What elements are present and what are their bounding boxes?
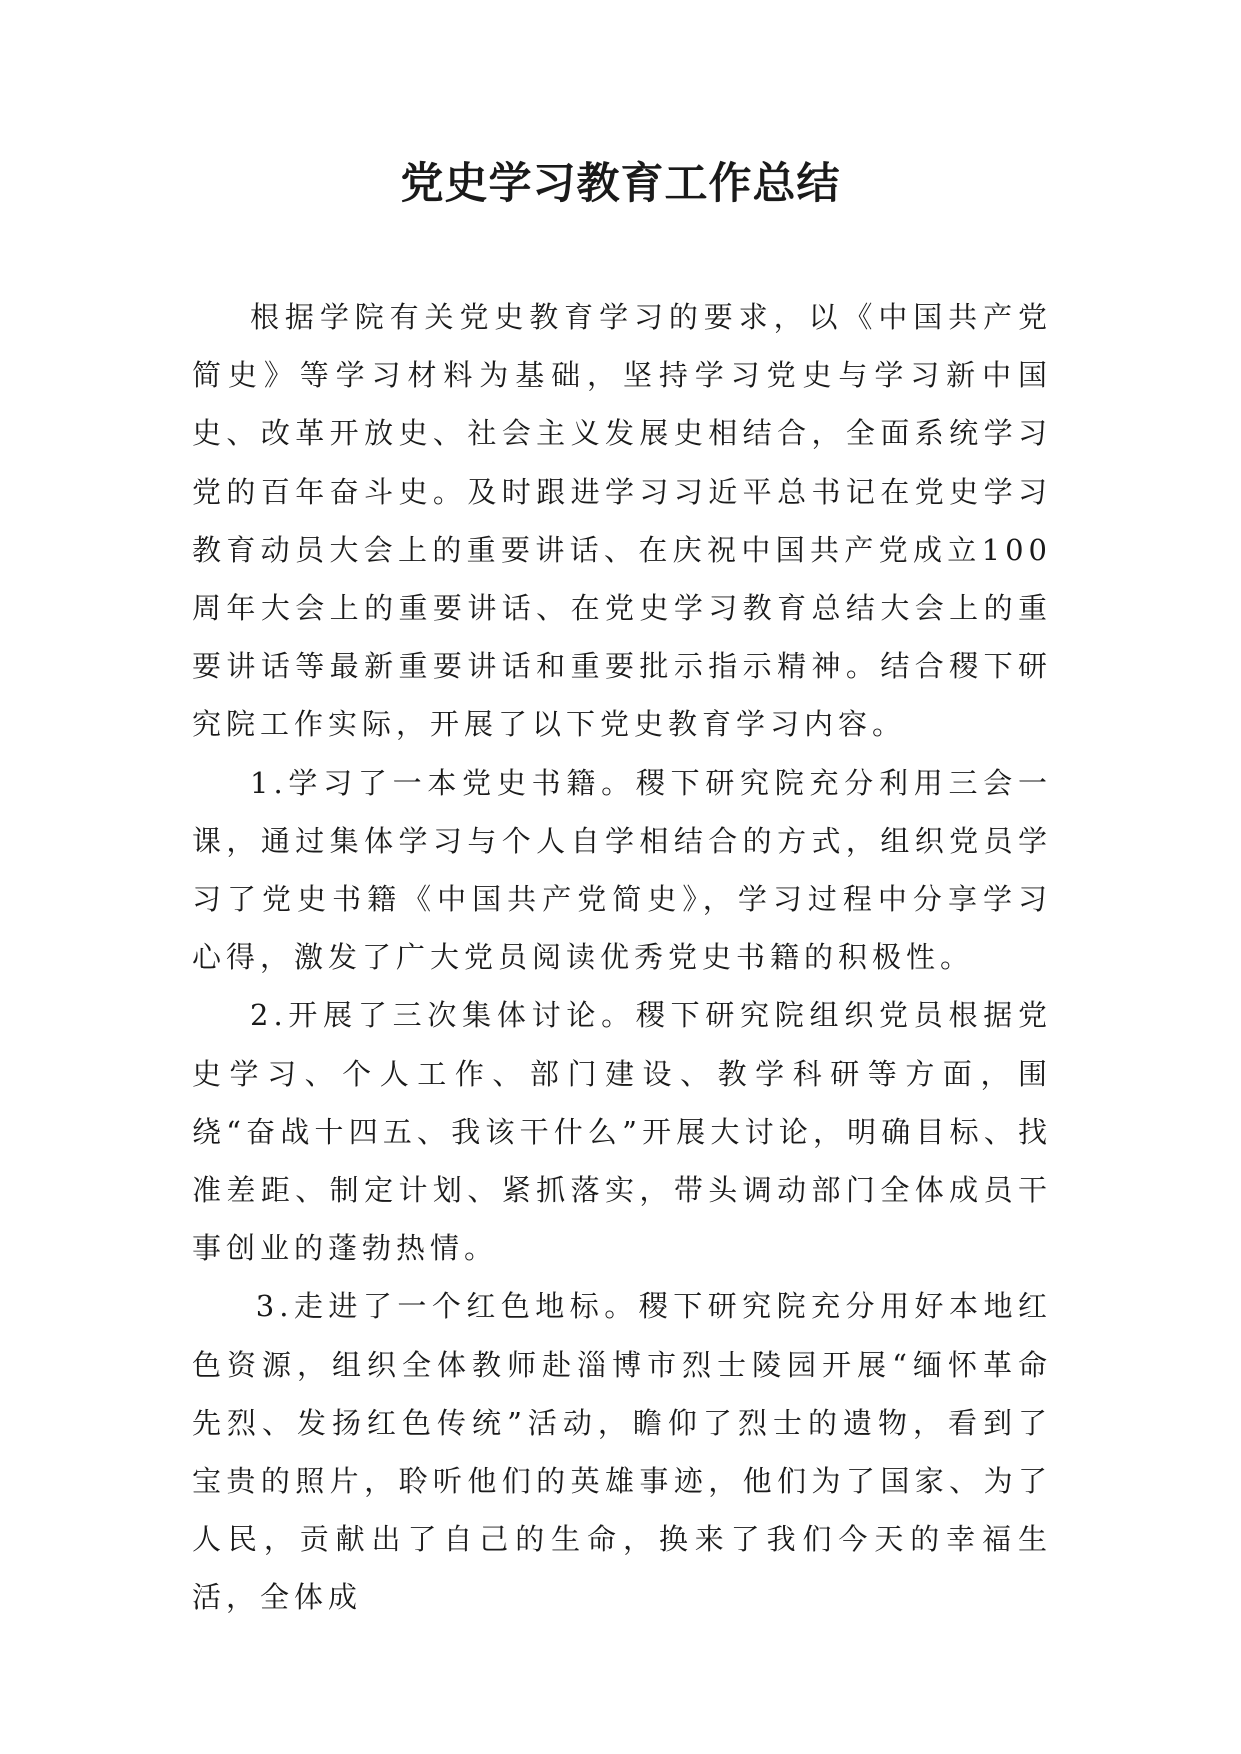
paragraph-item-3: 3.走进了一个红色地标。稷下研究院充分用好本地红色资源，组织全体教师赴淄博市烈士陵园开展“缅怀革命先烈、发扬红色传统”活动，瞻仰了烈士的遗物，看到了宝贵的照片，聆听他们的英雄事迹，他们为了国家、为了人民，贡献出了自己的生命，换来了我们今天的幸福生活，全体成 [192,1289,1052,1615]
paragraph-item-2: 2.开展了三次集体讨论。稷下研究院组织党员根据党史学习、个人工作、部门建设、教学科研等方面，围绕“奋战十四五、我该干什么”开展大讨论，明确目标、找准差距、制定计划、紧抓落实，带头调动部门全体成员干事创业的蓬勃热情。 [192,998,1052,1266]
document-title: 党史学习教育工作总结 [400,159,841,209]
paragraph-intro: 根据学院有关党史教育学习的要求，以《中国共产党简史》等学习材料为基础，坚持学习党史与学习新中国史、改革开放史、社会主义发展史相结合，全面系统学习党的百年奋斗史。及时跟进学习习近平总书记在党史学习教育动员大会上的重要讲话、在庆祝中国共产党成立100周年大会上的重要讲话、在党史学习教育总结大会上的重要讲话等最新重要讲话和重要批示指示精神。结合稷下研究院工作实际，开展了以下党史教育学习内容。 [192,300,1052,742]
paragraph-item-1: 1.学习了一本党史书籍。稷下研究院充分利用三会一课，通过集体学习与个人自学相结合的方式，组织党员学习了党史书籍《中国共产党简史》，学习过程中分享学习心得，激发了广大党员阅读优秀党史书籍的积极性。 [192,765,1052,975]
document-body [192,288,1052,1627]
